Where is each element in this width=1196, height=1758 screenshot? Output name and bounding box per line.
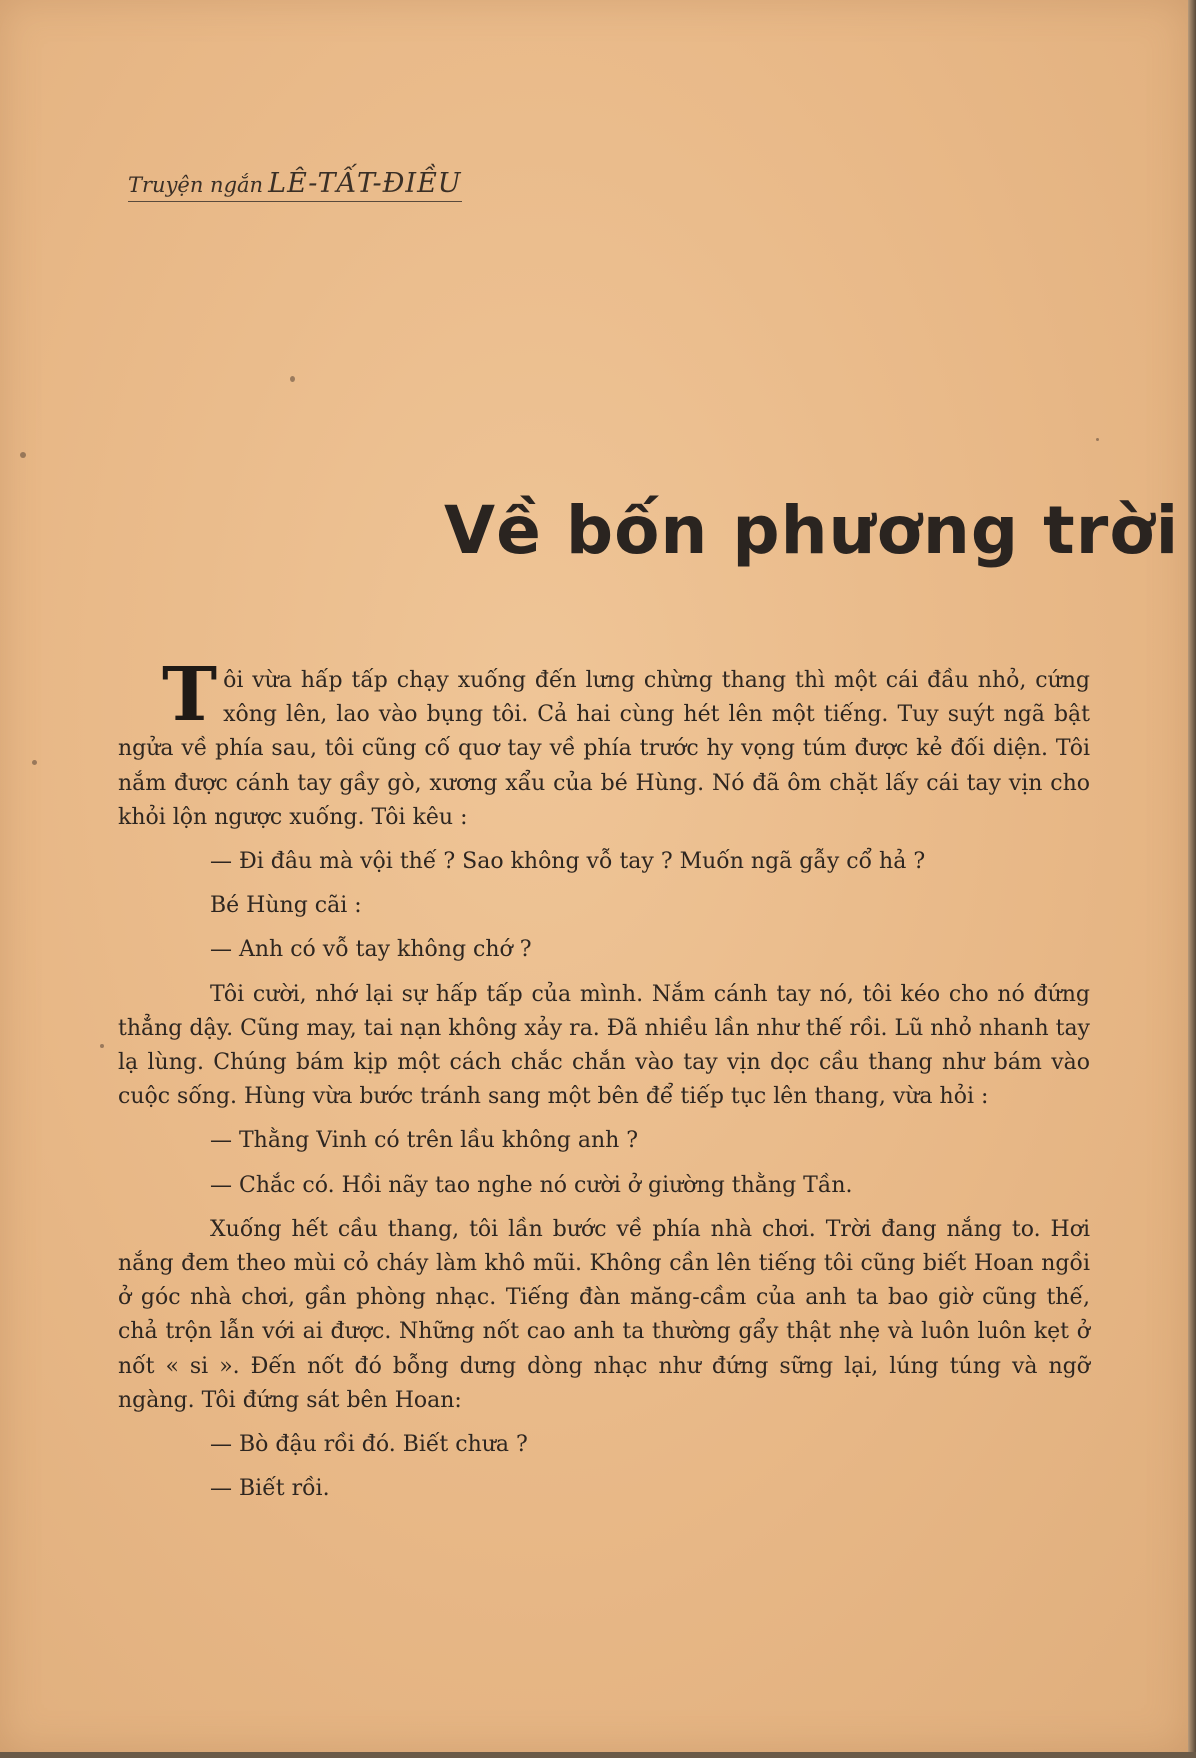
opening-paragraph-text: ôi vừa hấp tấp chạy xuống đến lưng chừng thang thì một cái đầu nhỏ, cứng xông lên, lao vào bụng tôi. Cả hai cùng hét lên một tiếng. Tuy suýt ngã bật ngửa về phía sau, tôi cũng cố quơ tay về phía trước hy vọng túm được kẻ đối diện. Tôi nắm được cánh tay gầy gò, xương xẩu của bé Hùng. Nó đã ôm chặt lấy cái tay vịn cho khỏi lộn ngược xuống. Tôi kêu : <box>118 668 1090 830</box>
dialog-line-3: — Anh có vỗ tay không chớ ? <box>210 937 532 963</box>
paragraph-3: Xuống hết cầu thang, tôi lần bước về phía nhà chơi. Trời đang nắng to. Hơi nắng đem theo mùi cỏ cháy làm khô mũi. Không cần lên tiếng tôi cũng biết Hoan ngồi ở góc nhà chơi, gần phòng nhạc. Tiếng đàn măng-cầm của anh ta bao giờ cũng thế, chả trộn lẫn với ai được. Những nốt cao anh ta thường gẩy thật nhẹ và luôn luôn kẹt ở nốt « si ». Đến nốt đó bỗng dưng dòng nhạc như đứng sững lại, lúng túng và ngỡ ngàng. Tôi đứng sát bên Hoan: <box>118 1216 1090 1413</box>
byline-author: LÊ-TẤT-ĐIỀU <box>268 168 462 199</box>
dialog-line-1: — Đi đâu mà vội thế ? Sao không vỗ tay ? Muốn ngã gẫy cổ hả ? <box>210 849 926 875</box>
story-body <box>118 652 1090 1516</box>
paragraph-2: Tôi cười, nhớ lại sự hấp tấp của mình. Nắm cánh tay nó, tôi kéo cho nó đứng thẳng dậy. Cũng may, tai nạn không xảy ra. Đã nhiều lần như thế rồi. Lũ nhỏ nhanh tay lạ lùng. Chúng bám kịp một cách chắc chắn vào tay vịn dọc cầu thang như bám vào cuộc sống. Hùng vừa bước tránh sang một bên để tiếp tục lên thang, vừa hỏi : <box>118 981 1090 1110</box>
byline-prefix: Truyện ngắn <box>128 173 264 197</box>
story-title: Về bốn phương trời <box>444 492 1180 569</box>
paper-speck <box>290 376 295 382</box>
page-edge-shadow <box>1188 0 1196 1758</box>
paper-speck <box>20 452 26 458</box>
opening-paragraph <box>118 652 1090 835</box>
dialog-line-7: — Biết rồi. <box>210 1476 330 1502</box>
drop-cap: T <box>162 652 218 738</box>
paper-speck <box>32 760 37 765</box>
dialog-line-6: — Bò đậu rồi đó. Biết chưa ? <box>210 1432 528 1458</box>
dialog-line-5: — Chắc có. Hồi nãy tao nghe nó cười ở giường thằng Tần. <box>210 1172 853 1198</box>
page-bottom-edge <box>0 1752 1196 1758</box>
dialog-line-4: — Thằng Vinh có trên lầu không anh ? <box>210 1128 639 1154</box>
dialog-line-2: Bé Hùng cãi : <box>210 893 362 919</box>
paper-speck <box>1096 438 1099 441</box>
paper-speck <box>100 1044 104 1048</box>
byline <box>128 168 462 202</box>
